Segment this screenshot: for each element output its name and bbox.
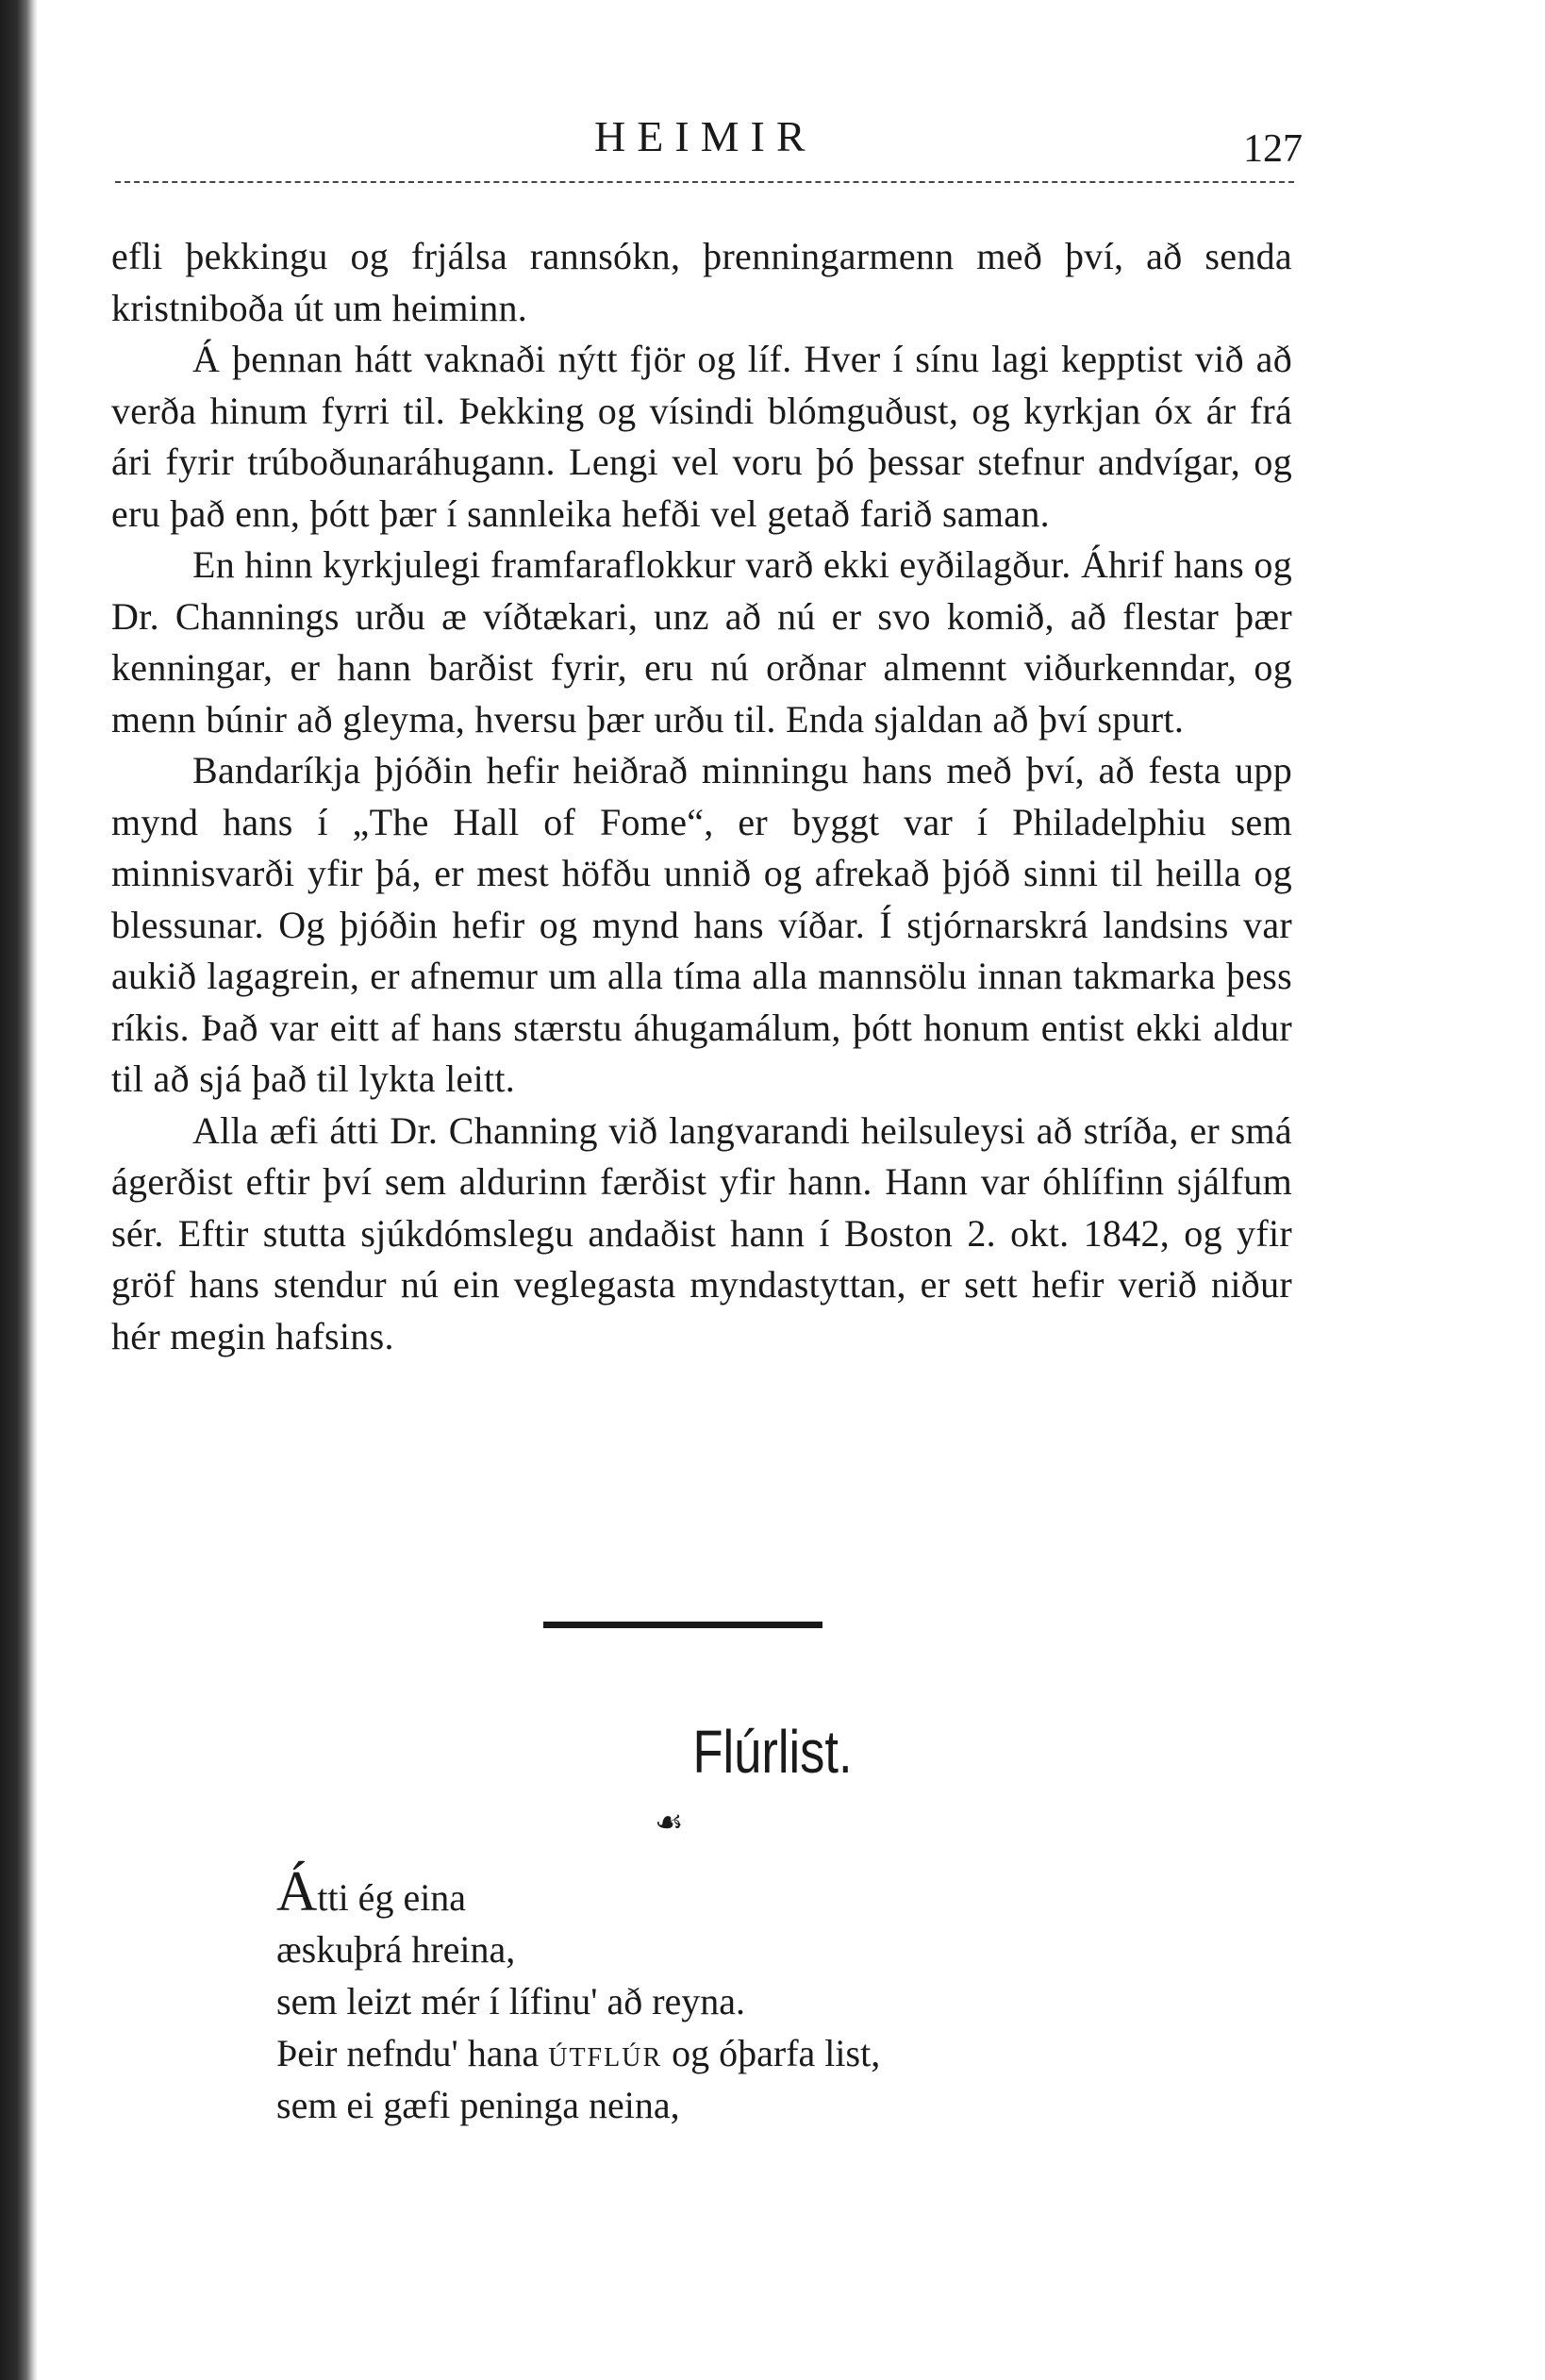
running-head: HEIMIR <box>594 112 817 160</box>
poem-line-text: og óþarfa list, <box>662 2032 881 2074</box>
book-spine-edge <box>0 0 38 2380</box>
poem-line <box>276 2027 880 2079</box>
poem-title: Flúrlist. <box>692 1718 853 1786</box>
poem-line: sem ei gæfi peninga neina, <box>276 2084 680 2126</box>
poem-line-text: tti ég eina <box>317 1876 467 1919</box>
poem <box>276 1860 881 2131</box>
header-rule <box>115 181 1294 183</box>
poem-emphasis: útflúr <box>548 2032 663 2074</box>
paragraph: En hinn kyrkjulegi framfaraflokkur varð ekki eyðilagður. Áhrif hans og Dr. Channings urðu æ víðtækari, unz að nú er svo komið, að flestar þær kenningar, er hann barðist fyrir, eru nú orðnar almennt viðurkenndar, og menn búnir að gleyma, hversu þær urðu til. Enda sjaldan að því spurt. <box>111 543 1292 741</box>
poem-line: sem leizt mér í lífinu' að reyna. <box>276 1980 746 2022</box>
poem-line-text: Þeir nefndu' hana <box>276 2032 549 2074</box>
poem-line: æskuþrá hreina, <box>276 1928 516 1971</box>
paragraph: Á þennan hátt vaknaði nýtt fjör og líf. Hver í sínu lagi kepptist við að verða hinum fyrri til. Þekking og vísindi blómguðust, og kyrkjan óx ár frá ári fyrir trúboðunaráhugann. Lengi vel voru þó þessar stefnur andvígar, og eru það enn, þótt þær í sannleika hefði vel getað farið saman. <box>111 338 1292 535</box>
fleuron-icon: ☙ <box>655 1804 684 1841</box>
body-text <box>111 231 1292 1362</box>
poem-initial: Á <box>276 1860 318 1922</box>
paragraph: Bandaríkja þjóðin hefir heiðrað minningu hans með því, að festa upp mynd hans í „The Hall of Fome“, er byggt var í Philadelphiu sem minnisvarði yfir þá, er mest höfðu unnið og afrekað þjóð sinni til heilla og blessunar. Og þjóðin hefir og mynd hans víðar. Í stjórnarskrá landsins var aukið lagagrein, er afnemur um alla tíma alla mannsölu innan takmarka þess ríkis. Það var eitt af hans stærstu áhugamálum, þótt honum entist ekki aldur til að sjá það til lykta leitt. <box>111 749 1292 1100</box>
paragraph: Alla æfi átti Dr. Channing við langvarandi heilsuleysi að stríða, er smá ágerðist eftir því sem aldurinn færðist yfir hann. Hann var óhlífinn sjálfum sér. Eftir stutta sjúkdómslegu andaðist hann í Boston 2. okt. 1842, og yfir gröf hans stendur nú ein veglegasta myndastyttan, er sett hefir verið niður hér megin hafsins. <box>111 1108 1292 1357</box>
page-number: 127 <box>1243 127 1303 171</box>
poem-line <box>276 1860 880 1923</box>
section-divider-rule <box>543 1622 822 1628</box>
paragraph: efli þekkingu og frjálsa rannsókn, þrenningarmenn með því, að senda kristniboða út um heiminn. <box>111 235 1292 329</box>
